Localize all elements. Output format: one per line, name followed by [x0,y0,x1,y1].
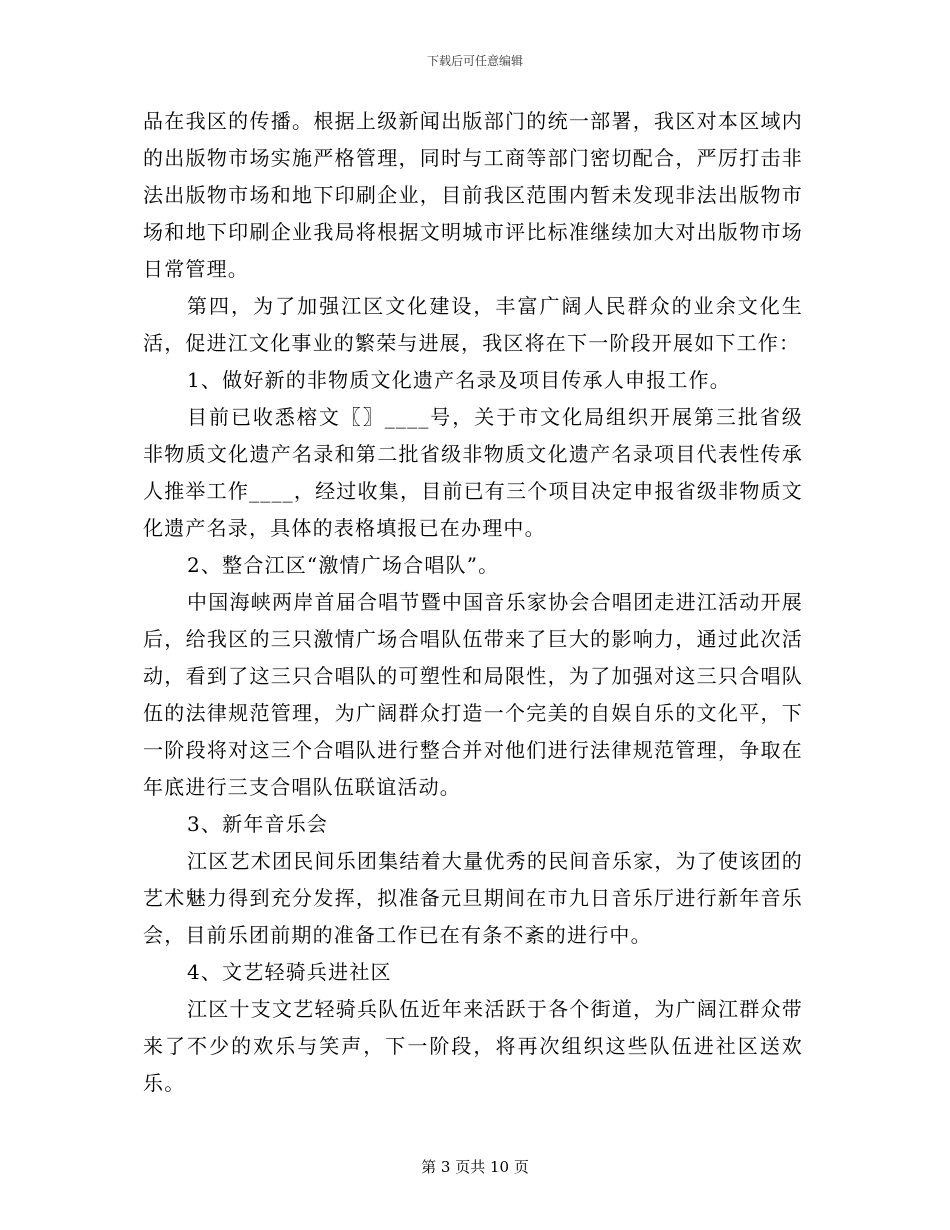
paragraph-0: 品在我区的传播。根据上级新闻出版部门的统一部署，我区对本区域内的出版物市场实施严格管理，同时与工商等部门密切配合，严厉打击非法出版物市场和地下印刷企业，目前我区范围内暂未发现非法出版物市场和地下印刷企业我局将根据文明城市评比标准继续加大对出版物市场日常管理。 [143,109,803,281]
paragraph-9: 江区十支文艺轻骑兵队伍近年来活跃于各个街道，为广阔江群众带来了不少的欢乐与笑声，下一阶段，将再次组织这些队伍进社区送欢乐。 [143,997,803,1095]
paragraph-5: 中国海峡两岸首届合唱节暨中国音乐家协会合唱团走进江活动开展后，给我区的三只激情广场合唱队伍带来了巨大的影响力，通过此次活动，看到了这三只合唱队的可塑性和局限性，为了加强对这三只合唱队伍的法律规范管理，为广阔群众打造一个完美的自娱自乐的文化平，下一阶段将对这三个合唱队进行整合并对他们进行法律规范管理，争取在年底进行三支合唱队伍联谊活动。 [143,590,803,799]
section-heading-3: 3、新年音乐会 [187,812,329,836]
header-note: 下载后可任意编辑 [426,54,523,68]
section-heading-2: 2、整合江区“激情广场合唱队”。 [187,553,500,577]
document-body [143,103,803,1102]
paragraph-1: 第四，为了加强江区文化建设，丰富广阔人民群众的业余文化生活，促进江文化事业的繁荣与进展，我区将在下一阶段开展如下工作： [143,294,803,355]
paragraph-3: 目前已收悉榕文〖〗____号，关于市文化局组织开展第三批省级非物质文化遗产名录和第二批省级非物质文化遗产名录项目代表性传承人推举工作____，经过收集，目前已有三个项目决定申报省级非物质文化遗产名录，具体的表格填报已在办理中。 [143,405,803,540]
section-heading-1: 1、做好新的非物质文化遗产名录及项目传承人申报工作。 [187,368,731,392]
paragraph-7: 江区艺术团民间乐团集结着大量优秀的民间音乐家，为了使该团的艺术魅力得到充分发挥，拟准备元旦期间在市九日音乐厅进行新年音乐会，目前乐团前期的准备工作已在有条不紊的进行中。 [143,849,803,947]
page-number: 第 3 页共 10 页 [421,1158,529,1176]
section-heading-4: 4、文艺轻骑兵进社区 [187,960,392,984]
